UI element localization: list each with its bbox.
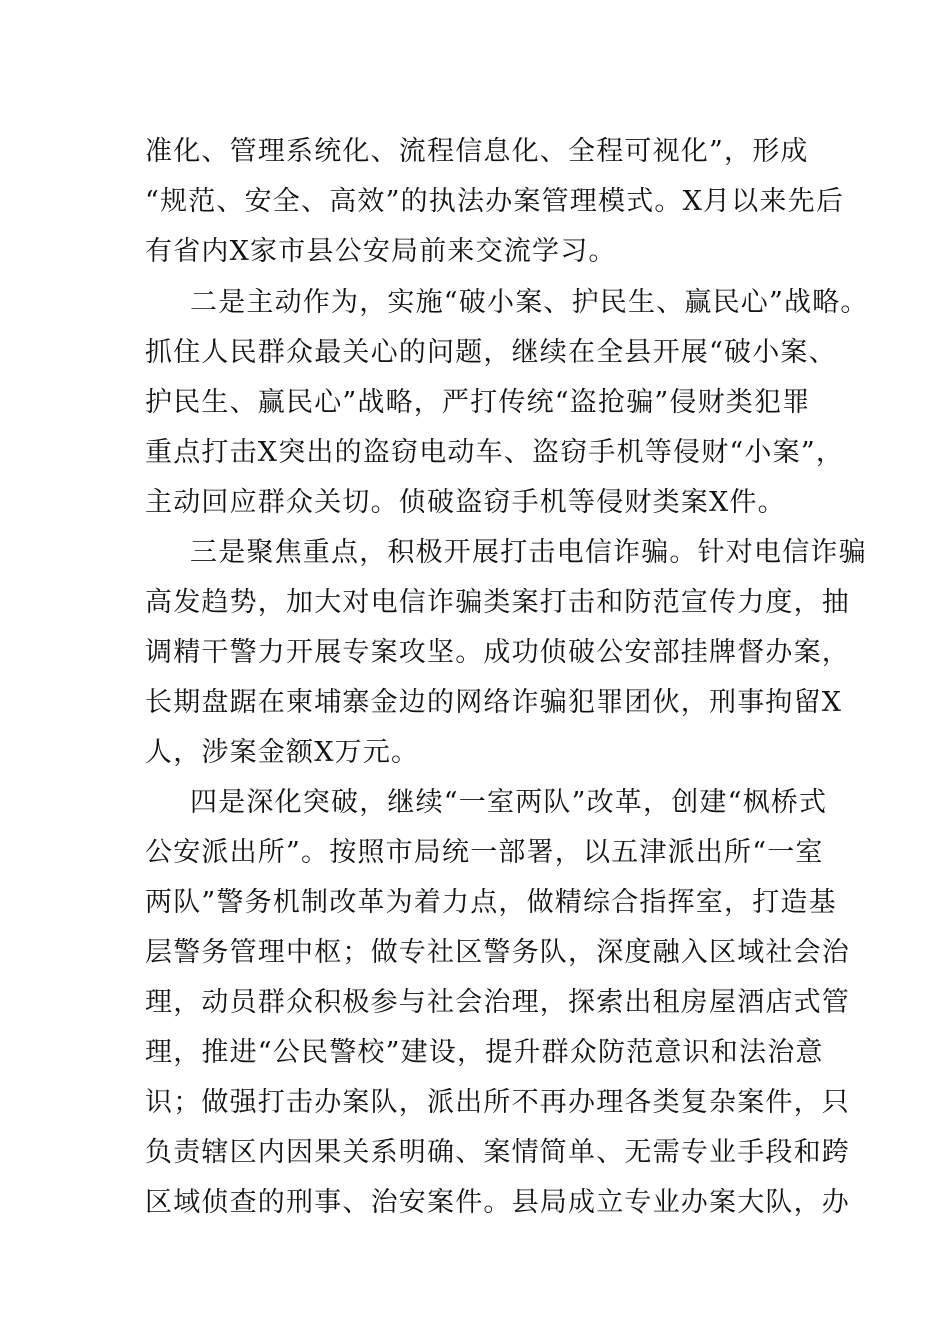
text-line: 公安派出所”。按照市局统一部署，以五津派出所“一室 xyxy=(145,837,824,868)
text-line: 抓住人民群众最关心的问题，继续在全县开展“破小案、 xyxy=(145,337,837,368)
text-line: 调精干警力开展专案攻坚。成功侦破公安部挂牌督办案， xyxy=(145,637,850,668)
text-line: 理，动员群众积极参与社会治理，探索出租房屋酒店式管 xyxy=(145,987,850,1018)
text-line: 主动回应群众关切。侦破盗窃手机等侵财类案X件。 xyxy=(145,487,786,518)
text-line: “规范、安全、高效”的执法办案管理模式。X月以来先后 xyxy=(145,186,845,217)
text-line: 理，推进“公民警校”建设，提升群众防范意识和法治意 xyxy=(145,1037,824,1068)
text-line: 护民生、赢民心”战略，严打传统“盗抢骗”侵财类犯罪 xyxy=(145,387,811,418)
text-line: 准化、管理系统化、流程信息化、全程可视化”，形成 xyxy=(145,136,809,167)
text-line: 两队”警务机制改革为着力点，做精综合指挥室，打造基 xyxy=(145,887,837,918)
paragraph-start-line: 三是聚焦重点，积极开展打击电信诈骗。针对电信诈骗 xyxy=(190,537,867,568)
text-line: 识；做强打击办案队，派出所不再办理各类复杂案件，只 xyxy=(145,1087,850,1118)
text-line: 有省内X家市县公安局前来交流学习。 xyxy=(145,236,617,267)
text-line: 区域侦查的刑事、治安案件。县局成立专业办案大队，办 xyxy=(145,1187,850,1218)
paragraph-start-line: 四是深化突破，继续“一室两队”改革，创建“枫桥式 xyxy=(190,787,828,818)
text-line: 层警务管理中枢；做专社区警务队，深度融入区域社会治 xyxy=(145,937,850,968)
paragraph-start-line: 二是主动作为，实施“破小案、护民生、赢民心”战略。 xyxy=(190,287,869,318)
text-line: 重点打击X突出的盗窃电动车、盗窃手机等侵财“小案”， xyxy=(145,437,845,468)
text-line: 长期盘踞在柬埔寨金边的网络诈骗犯罪团伙，刑事拘留X xyxy=(145,687,843,718)
text-line: 人，涉案金额X万元。 xyxy=(145,737,420,768)
text-line: 负责辖区内因果关系明确、案情简单、无需专业手段和跨 xyxy=(145,1137,850,1168)
text-line: 高发趋势，加大对电信诈骗类案打击和防范宣传力度，抽 xyxy=(145,587,850,618)
